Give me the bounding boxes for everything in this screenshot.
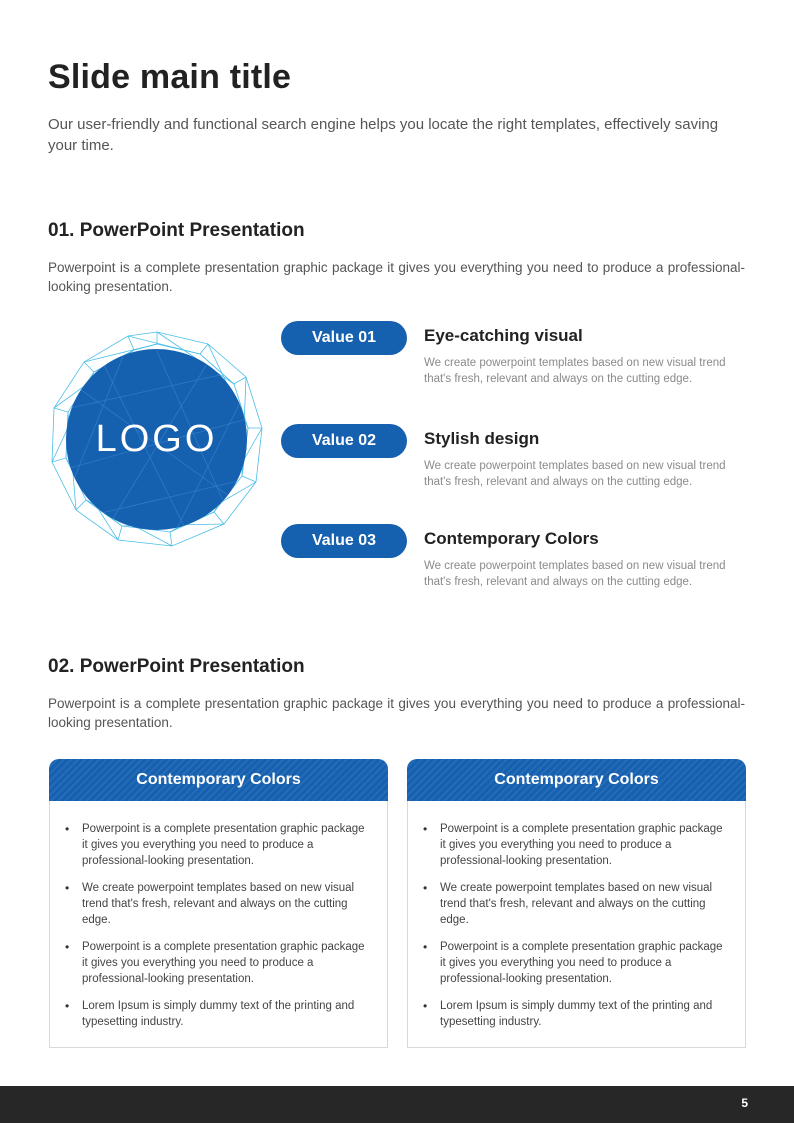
list-item: • Lorem Ipsum is simply dummy text of the printing and typesetting industry. (65, 999, 355, 1028)
value-pill-3: Value 03 (281, 524, 407, 558)
logo-graphic (48, 330, 266, 548)
bullet-icon: • (65, 822, 70, 836)
section1-heading: 01. PowerPoint Presentation (48, 220, 305, 241)
card-list-2 (408, 801, 745, 1030)
logo-text: LOGO (95, 418, 218, 460)
logo-circle (66, 349, 247, 530)
bullet-icon: • (423, 881, 428, 895)
bullet-icon: • (65, 999, 70, 1013)
bullet-icon: • (423, 822, 428, 836)
page-subtitle: Our user-friendly and functional search engine helps you locate the right templates, effectively saving your time. (48, 116, 719, 154)
value-title-3: Contemporary Colors (424, 529, 599, 548)
card-list-1 (50, 801, 387, 1030)
bullet-icon: • (65, 940, 70, 954)
list-item: • Powerpoint is a complete presentation graphic package it gives you everything you need to produce a professional-looking presentation. (423, 822, 723, 867)
list-item: • Powerpoint is a complete presentation graphic package it gives you everything you need to produce a professional-looking presentation. (65, 940, 365, 985)
value-pill-1: Value 01 (281, 321, 407, 355)
value-description-1: We create powerpoint templates based on new visual trend that's fresh, relevant and always on the cutting edge. (424, 357, 726, 385)
value-row-1 (281, 321, 746, 401)
list-item: • Powerpoint is a complete presentation graphic package it gives you everything you need to produce a professional-looking presentation. (65, 822, 365, 867)
value-title-1: Eye-catching visual (424, 326, 583, 345)
page-number: 5 (741, 1096, 748, 1110)
list-item: • We create powerpoint templates based on new visual trend that's fresh, relevant and always on the cutting edge. (423, 881, 713, 926)
card-header-1: Contemporary Colors (49, 759, 388, 801)
value-row-2 (281, 424, 746, 504)
bullet-icon: • (65, 881, 70, 895)
page-footer (0, 1086, 794, 1123)
page-title: Slide main title (48, 58, 292, 96)
info-card-2 (407, 759, 746, 1048)
value-description-2: We create powerpoint templates based on new visual trend that's fresh, relevant and always on the cutting edge. (424, 460, 726, 488)
value-title-2: Stylish design (424, 429, 540, 448)
bullet-icon: • (423, 999, 428, 1013)
list-item: • Powerpoint is a complete presentation graphic package it gives you everything you need to produce a professional-looking presentation. (423, 940, 723, 985)
section2-heading: 02. PowerPoint Presentation (48, 656, 305, 677)
bullet-icon: • (423, 940, 428, 954)
value-description-3: We create powerpoint templates based on new visual trend that's fresh, relevant and always on the cutting edge. (424, 560, 726, 588)
card-header-2: Contemporary Colors (407, 759, 746, 801)
section1-body: Powerpoint is a complete presentation graphic package it gives you everything you need to produce a professional-looking presentation. (48, 260, 745, 294)
value-pill-2: Value 02 (281, 424, 407, 458)
list-item: • We create powerpoint templates based on new visual trend that's fresh, relevant and always on the cutting edge. (65, 881, 355, 926)
info-card-1 (49, 759, 388, 1048)
value-row-3 (281, 524, 746, 604)
section2-body: Powerpoint is a complete presentation graphic package it gives you everything you need to produce a professional-looking presentation. (48, 696, 745, 730)
list-item: • Lorem Ipsum is simply dummy text of the printing and typesetting industry. (423, 999, 713, 1028)
